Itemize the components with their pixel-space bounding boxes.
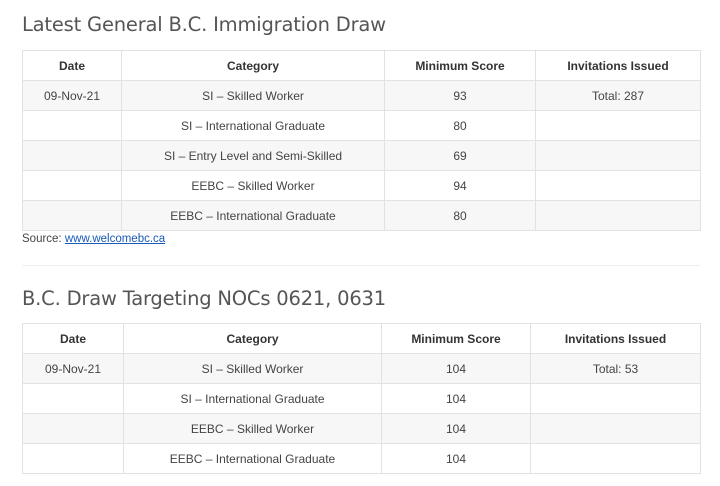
- table-row: [23, 384, 701, 414]
- cell-date: [23, 414, 124, 444]
- cell-invitations-issued: [531, 444, 701, 474]
- cell-date: [23, 444, 124, 474]
- table-row: [23, 81, 701, 111]
- section-title-general-draw: Latest General B.C. Immigration Draw: [22, 13, 386, 36]
- cell-category: EEBC – International Graduate: [124, 444, 382, 474]
- col-header-invitations-issued: Invitations Issued: [531, 324, 701, 354]
- cell-invitations-issued: Total: 53: [531, 354, 701, 384]
- cell-minimum-score: 104: [382, 384, 531, 414]
- cell-invitations-issued: [536, 201, 701, 231]
- cell-minimum-score: 94: [385, 171, 536, 201]
- cell-minimum-score: 69: [385, 141, 536, 171]
- table-row: [23, 171, 701, 201]
- cell-category: SI – Skilled Worker: [124, 354, 382, 384]
- cell-date: [23, 141, 122, 171]
- col-header-date: Date: [23, 51, 122, 81]
- cell-date: [23, 111, 122, 141]
- cell-invitations-issued: [531, 384, 701, 414]
- cell-date: [23, 171, 122, 201]
- cell-category: EEBC – Skilled Worker: [122, 171, 385, 201]
- table-header-row: [23, 324, 701, 354]
- cell-minimum-score: 104: [382, 444, 531, 474]
- table-row: [23, 201, 701, 231]
- cell-category: EEBC – International Graduate: [122, 201, 385, 231]
- source-label: Source:: [22, 233, 62, 245]
- cell-date: 09-Nov-21: [23, 81, 122, 111]
- noc-draw-table: [22, 323, 701, 474]
- cell-date: 09-Nov-21: [23, 354, 124, 384]
- cell-minimum-score: 104: [382, 414, 531, 444]
- cell-minimum-score: 93: [385, 81, 536, 111]
- source-link[interactable]: www.welcomebc.ca: [64, 233, 166, 245]
- cell-invitations-issued: [531, 414, 701, 444]
- cell-category: SI – International Graduate: [122, 111, 385, 141]
- col-header-minimum-score: Minimum Score: [385, 51, 536, 81]
- section-title-noc-draw: B.C. Draw Targeting NOCs 0621, 0631: [22, 287, 386, 310]
- col-header-minimum-score: Minimum Score: [382, 324, 531, 354]
- table-row: [23, 414, 701, 444]
- cell-date: [23, 201, 122, 231]
- cell-invitations-issued: [536, 111, 701, 141]
- cell-invitations-issued: [536, 141, 701, 171]
- table-row: [23, 111, 701, 141]
- source-note: [22, 233, 165, 245]
- table-row: [23, 354, 701, 384]
- col-header-category: Category: [124, 324, 382, 354]
- cell-minimum-score: 104: [382, 354, 531, 384]
- col-header-invitations-issued: Invitations Issued: [536, 51, 701, 81]
- cell-minimum-score: 80: [385, 111, 536, 141]
- table-row: [23, 141, 701, 171]
- cell-category: SI – Entry Level and Semi-Skilled: [122, 141, 385, 171]
- general-draw-table: [22, 50, 701, 231]
- cell-category: SI – International Graduate: [124, 384, 382, 414]
- cell-category: EEBC – Skilled Worker: [124, 414, 382, 444]
- col-header-date: Date: [23, 324, 124, 354]
- col-header-category: Category: [122, 51, 385, 81]
- cell-invitations-issued: [536, 171, 701, 201]
- cell-minimum-score: 80: [385, 201, 536, 231]
- cell-date: [23, 384, 124, 414]
- cell-category: SI – Skilled Worker: [122, 81, 385, 111]
- section-divider: [22, 265, 700, 266]
- cell-invitations-issued: Total: 287: [536, 81, 701, 111]
- table-header-row: [23, 51, 701, 81]
- table-row: [23, 444, 701, 474]
